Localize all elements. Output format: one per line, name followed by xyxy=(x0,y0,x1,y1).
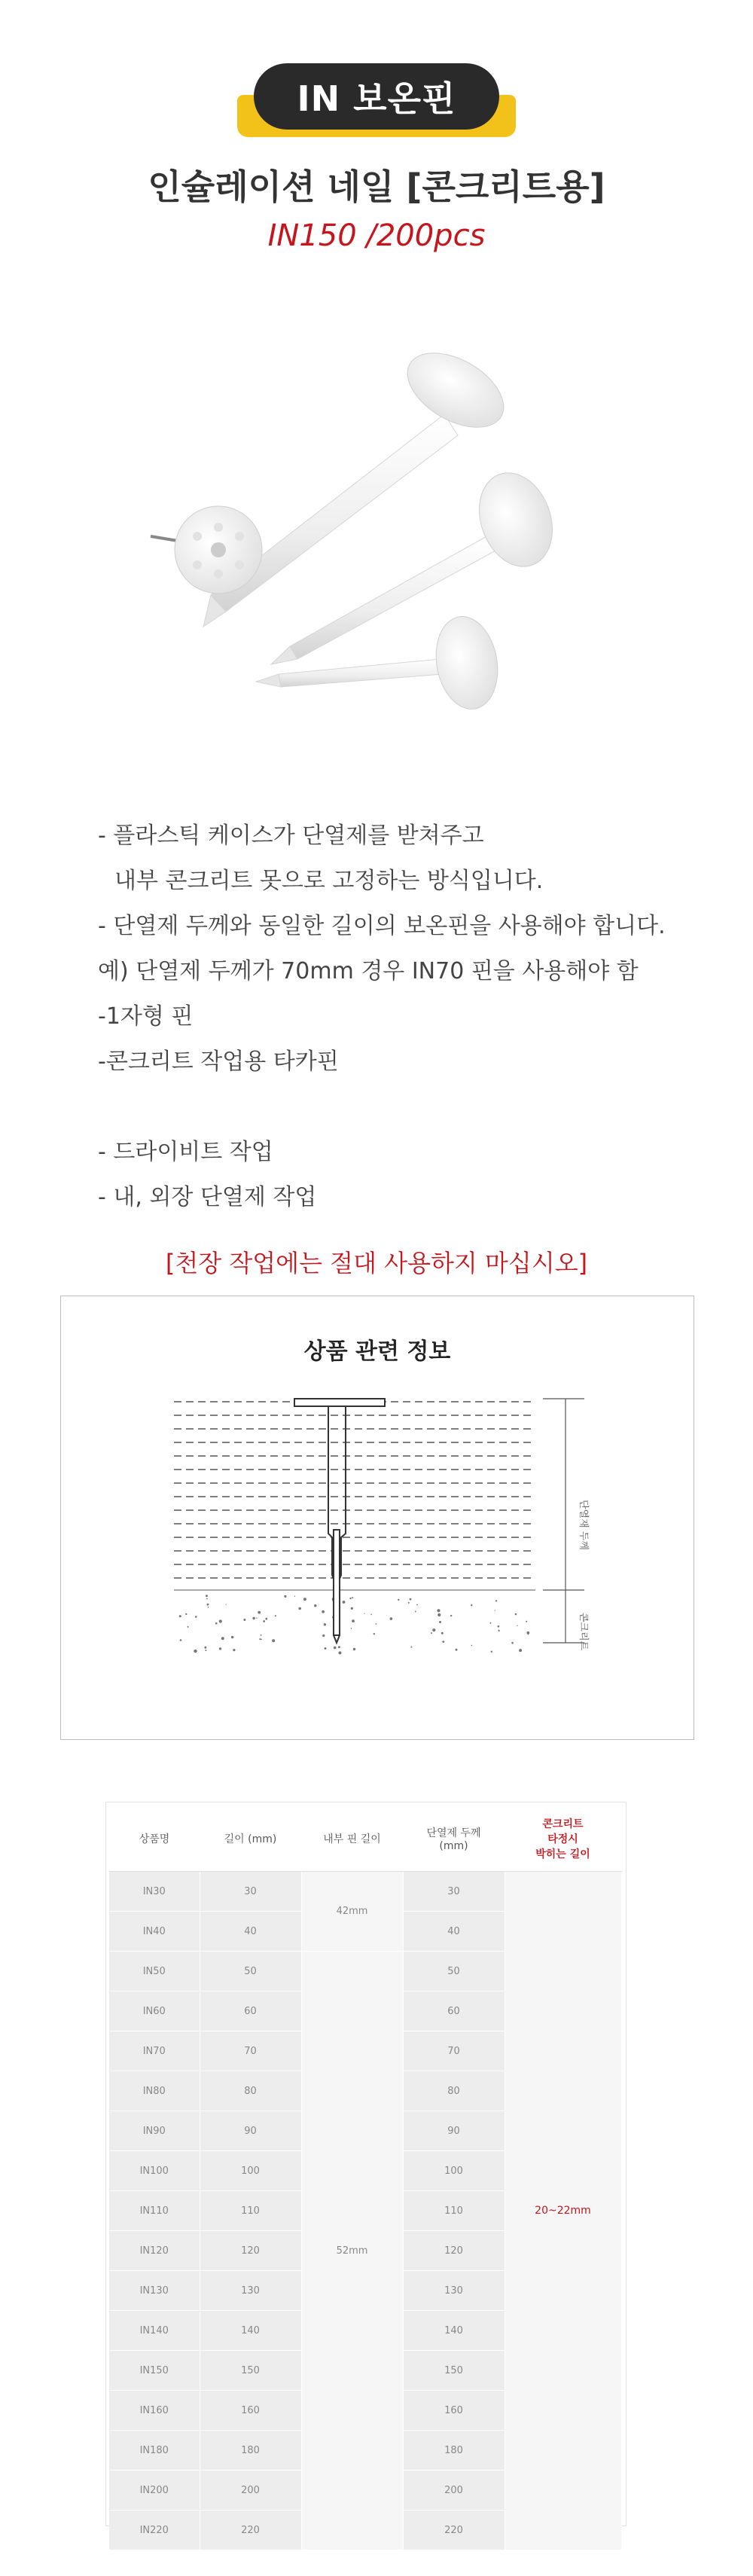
concrete-speck xyxy=(252,1617,255,1619)
cell-product-name: IN150 xyxy=(109,2351,200,2391)
concrete-speck xyxy=(221,1637,224,1640)
concrete-speck xyxy=(233,1649,235,1651)
cell-insulation-thickness: 100 xyxy=(403,2151,505,2191)
cell-insulation-thickness: 90 xyxy=(403,2111,505,2151)
concrete-speck xyxy=(263,1620,265,1622)
cell-insulation-thickness: 60 xyxy=(403,1992,505,2031)
cell-length: 110 xyxy=(200,2191,301,2231)
concrete-speck xyxy=(324,1623,326,1625)
cell-inner-pin: 52mm xyxy=(301,1952,403,2550)
cell-length: 160 xyxy=(200,2391,301,2431)
concrete-speck xyxy=(322,1610,325,1613)
concrete-speck xyxy=(259,1638,261,1640)
installation-diagram xyxy=(174,1394,663,1695)
concrete-speck xyxy=(265,1618,267,1620)
concrete-speck xyxy=(256,1618,257,1619)
concrete-speck xyxy=(349,1598,351,1599)
concrete-speck xyxy=(437,1609,440,1612)
concrete-speck xyxy=(275,1615,276,1616)
header-inner-pin: 내부 핀 길이 xyxy=(301,1806,403,1872)
product-image xyxy=(98,301,655,738)
cell-insulation-thickness: 130 xyxy=(403,2271,505,2311)
concrete-speck xyxy=(515,1613,517,1616)
ceiling-warning: [천장 작업에는 절대 사용하지 마십시오] xyxy=(165,1249,588,1277)
concrete-speck xyxy=(261,1639,262,1641)
cell-product-name: IN110 xyxy=(109,2191,200,2231)
cell-length: 70 xyxy=(200,2031,301,2071)
diagram-pin xyxy=(294,1399,385,1643)
concrete-speck xyxy=(207,1604,209,1606)
disc-top-view xyxy=(151,506,262,594)
concrete-speck xyxy=(303,1598,306,1601)
cell-insulation-thickness: 50 xyxy=(403,1952,505,1992)
cell-length: 140 xyxy=(200,2311,301,2351)
medium-pin xyxy=(271,462,565,664)
concrete-speck xyxy=(511,1642,514,1644)
description-line: 내부 콘크리트 못으로 고정하는 방식입니다. xyxy=(114,868,544,894)
spec-table xyxy=(109,1806,622,2550)
concrete-speck xyxy=(272,1639,275,1642)
concrete-speck xyxy=(471,1604,472,1606)
concrete-speck xyxy=(352,1619,355,1622)
description-line xyxy=(98,1085,700,1130)
concrete-speck xyxy=(431,1632,432,1634)
concrete-speck xyxy=(226,1604,227,1605)
concrete-speck xyxy=(456,1649,458,1651)
concrete-speck xyxy=(519,1649,522,1652)
concrete-speck xyxy=(376,1623,377,1625)
cell-length: 180 xyxy=(200,2431,301,2471)
cell-insulation-thickness: 80 xyxy=(403,2071,505,2111)
concrete-speck xyxy=(416,1604,418,1606)
cell-insulation-thickness: 120 xyxy=(403,2231,505,2271)
cell-product-name: IN120 xyxy=(109,2231,200,2271)
spec-table-header xyxy=(109,1806,621,1872)
cell-length: 60 xyxy=(200,1992,301,2031)
concrete-speck xyxy=(390,1617,393,1620)
product-title: 인슐레이션 네일 [콘크리트용] xyxy=(148,166,605,207)
concrete-speck xyxy=(325,1647,327,1650)
cell-insulation-thickness: 150 xyxy=(403,2351,505,2391)
concrete-speck xyxy=(410,1598,412,1601)
description-line: -1자형 핀 xyxy=(98,1003,194,1030)
cell-length: 50 xyxy=(200,1952,301,1992)
small-pin xyxy=(256,612,505,714)
header-badge xyxy=(237,63,516,146)
cell-product-name: IN60 xyxy=(109,1992,200,2031)
concrete-speck xyxy=(353,1648,355,1650)
cell-length: 200 xyxy=(200,2471,301,2510)
concrete-speck xyxy=(206,1595,208,1597)
description-line: - 내, 외장 단열제 작업 xyxy=(98,1184,317,1210)
cell-product-name: IN80 xyxy=(109,2071,200,2111)
concrete-speck xyxy=(219,1647,221,1650)
concrete-speck xyxy=(351,1607,353,1610)
concrete-speck xyxy=(284,1595,286,1598)
cell-product-name: IN40 xyxy=(109,1912,200,1952)
concrete-speck xyxy=(450,1615,452,1616)
header-length: 길이 (mm) xyxy=(200,1806,301,1872)
concrete-speck xyxy=(343,1601,346,1604)
cell-product-name: IN30 xyxy=(109,1872,200,1912)
concrete-speck xyxy=(298,1607,301,1610)
insulation-layers xyxy=(174,1402,535,1578)
concrete-speck xyxy=(526,1621,527,1622)
concrete-speck xyxy=(437,1613,441,1616)
header-insulation-thickness: 단열제 두께 (mm) xyxy=(403,1806,505,1872)
description-line: - 플라스틱 케이스가 단열제를 받쳐주고 xyxy=(98,823,484,849)
concrete-speck xyxy=(204,1647,206,1649)
description-line: - 드라이비트 작업 xyxy=(98,1139,273,1165)
concrete-speck xyxy=(441,1632,444,1634)
cell-length: 220 xyxy=(200,2510,301,2550)
concrete-speck xyxy=(370,1614,372,1616)
large-pin xyxy=(203,337,517,627)
concrete-speck xyxy=(231,1636,233,1638)
concrete-speck xyxy=(351,1628,352,1629)
product-info-box xyxy=(60,1296,694,1740)
badge-label: IN 보온핀 xyxy=(254,63,499,130)
cell-insulation-thickness: 70 xyxy=(403,2031,505,2071)
description-line: - 단열제 두께와 동일한 길이의 보온핀을 사용해야 합니다. xyxy=(98,913,666,939)
cell-length: 120 xyxy=(200,2231,301,2271)
concrete-speck xyxy=(495,1600,497,1601)
concrete-speck xyxy=(180,1639,182,1641)
cell-insulation-thickness: 160 xyxy=(403,2391,505,2431)
cell-insulation-thickness: 30 xyxy=(403,1872,505,1912)
concrete-speck xyxy=(491,1651,492,1653)
concrete-speck xyxy=(258,1611,261,1614)
cell-insulation-thickness: 200 xyxy=(403,2471,505,2510)
cell-product-name: IN90 xyxy=(109,2111,200,2151)
concrete-speck xyxy=(439,1621,441,1623)
product-subtitle: IN150 /200pcs xyxy=(267,218,486,253)
cell-product-name: IN100 xyxy=(109,2151,200,2191)
description xyxy=(98,813,700,1220)
concrete-speck xyxy=(471,1645,473,1647)
concrete-speck xyxy=(490,1622,492,1624)
product-info-title: 상품 관련 정보 xyxy=(303,1338,451,1365)
description-line: 예) 단열제 두께가 70mm 경우 IN70 핀을 사용해야 함 xyxy=(98,958,639,984)
cell-product-name: IN200 xyxy=(109,2471,200,2510)
concrete-speck xyxy=(442,1641,444,1643)
cell-insulation-thickness: 180 xyxy=(403,2431,505,2471)
concrete-speck xyxy=(205,1650,206,1651)
concrete-speck xyxy=(294,1596,295,1597)
cell-length: 80 xyxy=(200,2071,301,2111)
header-product-name: 상품명 xyxy=(109,1806,200,1872)
cell-product-name: IN220 xyxy=(109,2510,200,2550)
cell-insulation-thickness: 140 xyxy=(403,2311,505,2351)
cell-length: 100 xyxy=(200,2151,301,2191)
concrete-speck xyxy=(179,1615,181,1617)
cell-embed-depth: 20~22mm xyxy=(505,1872,621,2550)
cell-length: 130 xyxy=(200,2271,301,2311)
cell-product-name: IN50 xyxy=(109,1952,200,1992)
concrete-speck xyxy=(243,1619,245,1621)
concrete-speck xyxy=(352,1597,353,1598)
concrete-speck xyxy=(528,1634,529,1635)
concrete-speck xyxy=(194,1650,197,1653)
cell-product-name: IN160 xyxy=(109,2391,200,2431)
concrete-speck xyxy=(215,1622,218,1625)
concrete-speck xyxy=(408,1602,410,1604)
concrete-speck xyxy=(338,1646,340,1648)
concrete-speck xyxy=(432,1628,435,1631)
cell-length: 90 xyxy=(200,2111,301,2151)
description-line: -콘크리트 작업용 타카핀 xyxy=(98,1048,339,1075)
concrete-speck xyxy=(195,1616,197,1618)
concrete-speck xyxy=(314,1604,316,1607)
concrete-speck xyxy=(185,1613,187,1615)
cell-product-name: IN130 xyxy=(109,2271,200,2311)
cell-insulation-thickness: 40 xyxy=(403,1912,505,1952)
cell-inner-pin: 42mm xyxy=(301,1872,403,1952)
concrete-speck xyxy=(187,1626,189,1628)
concrete-speck xyxy=(398,1599,399,1601)
concrete-speck xyxy=(498,1625,500,1628)
concrete-speck xyxy=(415,1611,416,1613)
concrete-texture xyxy=(179,1595,529,1654)
concrete-speck xyxy=(322,1634,325,1637)
cell-length: 40 xyxy=(200,1912,301,1952)
cell-product-name: IN140 xyxy=(109,2311,200,2351)
concrete-speck xyxy=(261,1634,262,1636)
header-embed-depth: 콘크리트 타정시 박히는 길이 xyxy=(505,1806,621,1872)
table-row xyxy=(109,1872,621,1912)
label-concrete: 콘크리트 xyxy=(578,1613,589,1651)
cell-length: 150 xyxy=(200,2351,301,2391)
cell-insulation-thickness: 220 xyxy=(403,2510,505,2550)
concrete-speck xyxy=(339,1651,342,1654)
cell-product-name: IN70 xyxy=(109,2031,200,2071)
concrete-speck xyxy=(373,1633,375,1634)
cell-insulation-thickness: 110 xyxy=(403,2191,505,2231)
concrete-speck xyxy=(206,1598,208,1600)
cell-length: 30 xyxy=(200,1872,301,1912)
concrete-speck xyxy=(334,1647,337,1650)
concrete-speck xyxy=(208,1607,209,1608)
concrete-speck xyxy=(498,1630,499,1631)
concrete-speck xyxy=(410,1647,412,1648)
label-insulation-thickness: 단열재 두께 xyxy=(578,1500,589,1550)
concrete-speck xyxy=(219,1619,222,1622)
cell-product-name: IN180 xyxy=(109,2431,200,2471)
